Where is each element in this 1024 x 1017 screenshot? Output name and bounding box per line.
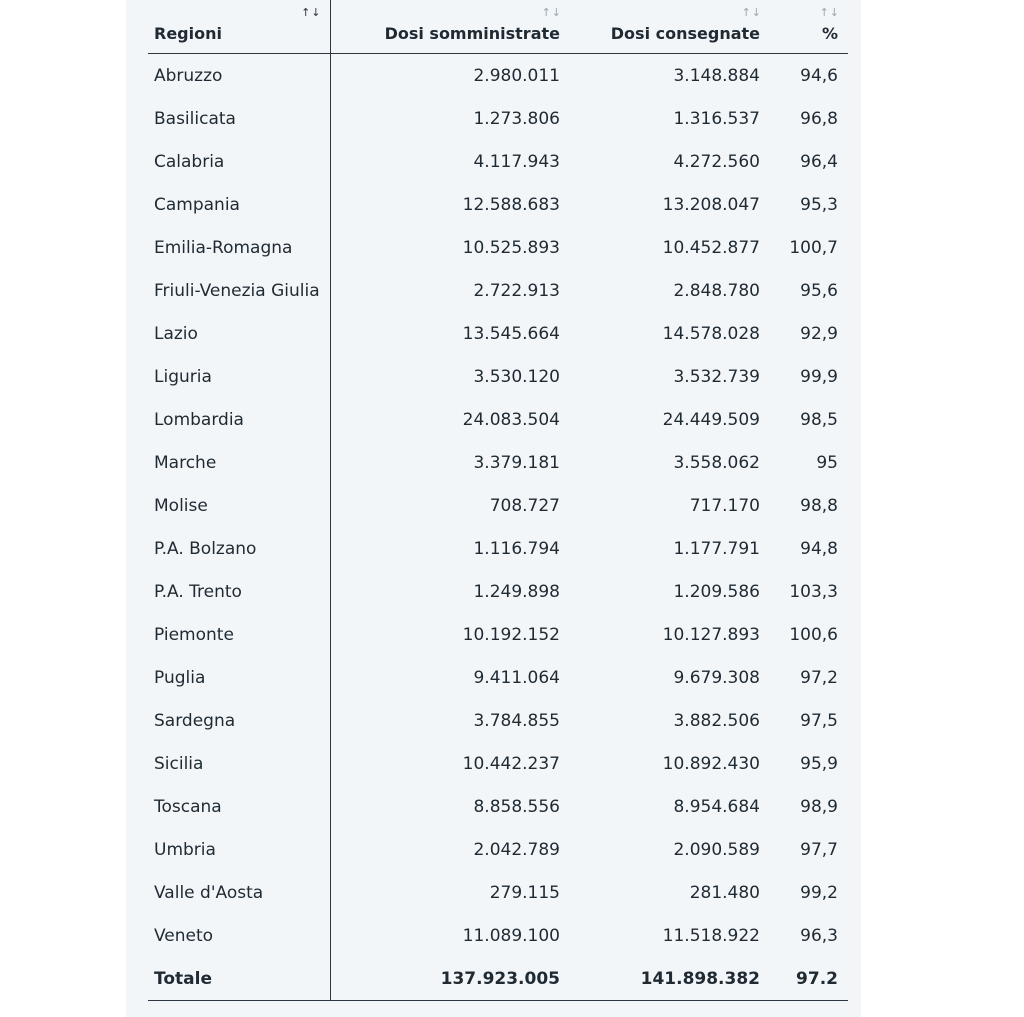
cell-somministrate: 279.115 bbox=[489, 882, 560, 903]
cell-percent: 103,3 bbox=[789, 581, 838, 602]
cell-region: Puglia bbox=[148, 656, 330, 699]
table-row bbox=[148, 183, 848, 226]
cell-percent: 98,5 bbox=[800, 409, 838, 430]
table-row bbox=[148, 656, 848, 699]
table-row bbox=[148, 527, 848, 570]
cell-consegnate: 3.882.506 bbox=[673, 710, 760, 731]
cell-region: Molise bbox=[148, 484, 330, 527]
cell-consegnate: 8.954.684 bbox=[673, 796, 760, 817]
cell-somministrate: 11.089.100 bbox=[462, 925, 560, 946]
cell-consegnate: 24.449.509 bbox=[662, 409, 760, 430]
cell-consegnate: 2.848.780 bbox=[673, 280, 760, 301]
table-row bbox=[148, 871, 848, 914]
cell-somministrate: 4.117.943 bbox=[473, 151, 560, 172]
cell-somministrate: 10.442.237 bbox=[462, 753, 560, 774]
cell-consegnate: 281.480 bbox=[689, 882, 760, 903]
cell-percent: 100,6 bbox=[789, 624, 838, 645]
cell-region: Sicilia bbox=[148, 742, 330, 785]
total-percent: 97.2 bbox=[770, 957, 848, 1001]
total-consegnate: 141.898.382 bbox=[570, 957, 770, 1001]
cell-percent: 98,8 bbox=[800, 495, 838, 516]
header-label: Dosi somministrate bbox=[384, 24, 560, 43]
sort-icon[interactable]: ↑ ↓ bbox=[541, 6, 560, 19]
cell-percent: 96,8 bbox=[800, 108, 838, 129]
cell-consegnate: 3.148.884 bbox=[673, 65, 760, 86]
cell-region: Basilicata bbox=[148, 97, 330, 140]
cell-percent: 96,4 bbox=[800, 151, 838, 172]
cell-consegnate: 4.272.560 bbox=[673, 151, 760, 172]
table-row bbox=[148, 226, 848, 269]
table-row bbox=[148, 312, 848, 355]
cell-region: Lazio bbox=[148, 312, 330, 355]
header-label: % bbox=[821, 24, 838, 43]
cell-somministrate: 8.858.556 bbox=[473, 796, 560, 817]
table-row bbox=[148, 699, 848, 742]
table-row bbox=[148, 914, 848, 957]
total-somministrate: 137.923.005 bbox=[330, 957, 570, 1001]
cell-somministrate: 2.980.011 bbox=[473, 65, 560, 86]
cell-percent: 99,2 bbox=[800, 882, 838, 903]
cell-region: P.A. Trento bbox=[148, 570, 330, 613]
cell-consegnate: 9.679.308 bbox=[673, 667, 760, 688]
table-row bbox=[148, 97, 848, 140]
cell-somministrate: 3.379.181 bbox=[473, 452, 560, 473]
cell-percent: 97,5 bbox=[800, 710, 838, 731]
cell-consegnate: 1.316.537 bbox=[673, 108, 760, 129]
cell-region: Umbria bbox=[148, 828, 330, 871]
cell-region: Toscana bbox=[148, 785, 330, 828]
cell-somministrate: 1.273.806 bbox=[473, 108, 560, 129]
cell-somministrate: 10.525.893 bbox=[462, 237, 560, 258]
header-label: Dosi consegnate bbox=[610, 24, 760, 43]
table-row bbox=[148, 828, 848, 871]
table-row bbox=[148, 613, 848, 656]
cell-consegnate: 3.532.739 bbox=[673, 366, 760, 387]
cell-percent: 97,2 bbox=[800, 667, 838, 688]
cell-region: Sardegna bbox=[148, 699, 330, 742]
cell-percent: 95,6 bbox=[800, 280, 838, 301]
cell-percent: 97,7 bbox=[800, 839, 838, 860]
header-dosi-somministrate[interactable] bbox=[330, 0, 570, 54]
cell-percent: 94,6 bbox=[800, 65, 838, 86]
table-row bbox=[148, 742, 848, 785]
cell-consegnate: 10.452.877 bbox=[662, 237, 760, 258]
table-row bbox=[148, 785, 848, 828]
table-row bbox=[148, 570, 848, 613]
cell-percent: 95,3 bbox=[800, 194, 838, 215]
cell-somministrate: 9.411.064 bbox=[473, 667, 560, 688]
cell-region: Calabria bbox=[148, 140, 330, 183]
table-row bbox=[148, 54, 848, 98]
table-row bbox=[148, 140, 848, 183]
cell-percent: 99,9 bbox=[800, 366, 838, 387]
table-row bbox=[148, 441, 848, 484]
cell-somministrate: 1.249.898 bbox=[473, 581, 560, 602]
cell-region: Piemonte bbox=[148, 613, 330, 656]
cell-somministrate: 10.192.152 bbox=[462, 624, 560, 645]
cell-somministrate: 3.530.120 bbox=[473, 366, 560, 387]
cell-consegnate: 1.177.791 bbox=[673, 538, 760, 559]
cell-region: P.A. Bolzano bbox=[148, 527, 330, 570]
cell-region: Marche bbox=[148, 441, 330, 484]
cell-percent: 98,9 bbox=[800, 796, 838, 817]
cell-somministrate: 12.588.683 bbox=[462, 194, 560, 215]
sort-icon[interactable]: ↑ ↓ bbox=[741, 6, 760, 19]
table-panel bbox=[126, 0, 861, 1017]
table-row bbox=[148, 398, 848, 441]
cell-consegnate: 13.208.047 bbox=[662, 194, 760, 215]
cell-consegnate: 3.558.062 bbox=[673, 452, 760, 473]
cell-region: Valle d'Aosta bbox=[148, 871, 330, 914]
table-row bbox=[148, 355, 848, 398]
cell-percent: 100,7 bbox=[789, 237, 838, 258]
header-label: Regioni bbox=[154, 24, 222, 43]
cell-region: Friuli-Venezia Giulia bbox=[148, 269, 330, 312]
cell-region: Veneto bbox=[148, 914, 330, 957]
cell-percent: 96,3 bbox=[800, 925, 838, 946]
cell-consegnate: 2.090.589 bbox=[673, 839, 760, 860]
cell-somministrate: 2.722.913 bbox=[473, 280, 560, 301]
table-row bbox=[148, 269, 848, 312]
cell-somministrate: 2.042.789 bbox=[473, 839, 560, 860]
header-dosi-consegnate[interactable] bbox=[570, 0, 770, 54]
cell-region: Emilia-Romagna bbox=[148, 226, 330, 269]
table-row bbox=[148, 484, 848, 527]
total-row bbox=[148, 957, 848, 1001]
header-row bbox=[148, 0, 848, 54]
cell-consegnate: 14.578.028 bbox=[662, 323, 760, 344]
vaccine-doses-table bbox=[148, 0, 848, 1001]
sort-icon[interactable]: ↑ ↓ bbox=[819, 6, 838, 19]
cell-percent: 94,8 bbox=[800, 538, 838, 559]
cell-somministrate: 1.116.794 bbox=[473, 538, 560, 559]
cell-consegnate: 11.518.922 bbox=[662, 925, 760, 946]
sort-icon[interactable]: ↑ ↓ bbox=[301, 6, 320, 19]
cell-region: Abruzzo bbox=[148, 54, 330, 98]
header-regioni[interactable] bbox=[148, 0, 330, 54]
total-label: Totale bbox=[148, 957, 330, 1001]
cell-percent: 92,9 bbox=[800, 323, 838, 344]
cell-consegnate: 717.170 bbox=[689, 495, 760, 516]
cell-somministrate: 24.083.504 bbox=[462, 409, 560, 430]
cell-somministrate: 3.784.855 bbox=[473, 710, 560, 731]
cell-percent: 95 bbox=[816, 452, 838, 473]
cell-consegnate: 10.892.430 bbox=[662, 753, 760, 774]
cell-somministrate: 708.727 bbox=[489, 495, 560, 516]
cell-somministrate: 13.545.664 bbox=[462, 323, 560, 344]
cell-region: Liguria bbox=[148, 355, 330, 398]
cell-region: Campania bbox=[148, 183, 330, 226]
cell-consegnate: 10.127.893 bbox=[662, 624, 760, 645]
cell-region: Lombardia bbox=[148, 398, 330, 441]
header-percent[interactable] bbox=[770, 0, 848, 54]
cell-percent: 95,9 bbox=[800, 753, 838, 774]
cell-consegnate: 1.209.586 bbox=[673, 581, 760, 602]
